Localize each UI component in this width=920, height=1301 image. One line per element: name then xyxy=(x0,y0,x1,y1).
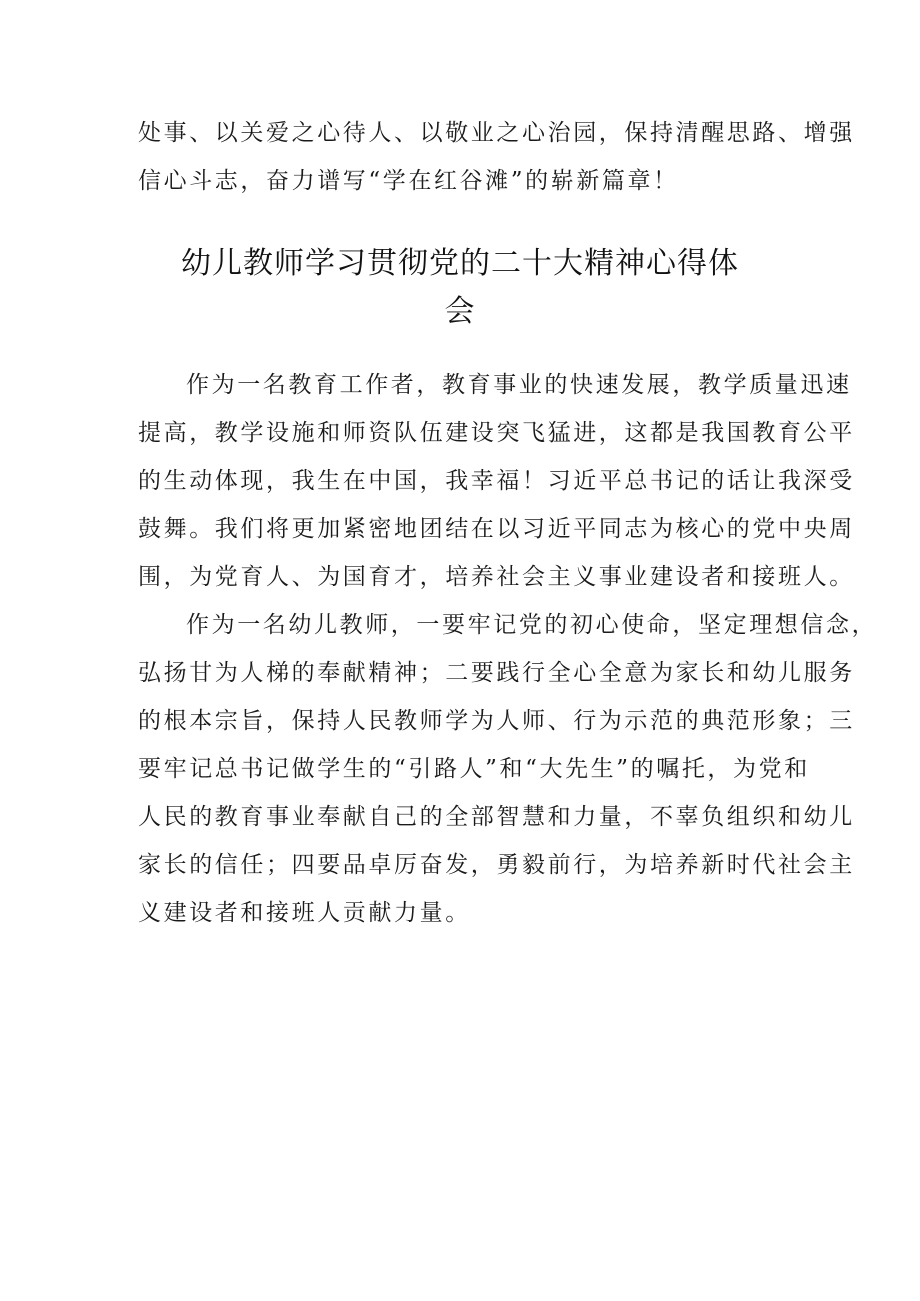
paragraph1-line-5: 围，为党育人、为国育才，培养社会主义事业建设者和接班人。 xyxy=(138,564,855,590)
paragraph2-line-6: 家长的信任；四要品卓厉奋发，勇毅前行，为培养新时代社会主 xyxy=(138,852,855,878)
paragraph2-line-4: 要牢记总书记做学生的“引路人”和“大先生”的嘱托，为党和 xyxy=(138,756,810,782)
paragraph2-line-7: 义建设者和接班人贡献力量。 xyxy=(138,900,471,926)
paragraph1-line-2: 提高，教学设施和师资队伍建设突飞猛进，这都是我国教育公平 xyxy=(138,420,855,446)
paragraph1-line-4: 鼓舞。我们将更加紧密地团结在以习近平同志为核心的党中央周 xyxy=(138,516,855,542)
document-title-line-2: 会 xyxy=(444,294,476,329)
paragraph2-line-5: 人民的教育事业奉献自己的全部智慧和力量，不辜负组织和幼儿 xyxy=(138,804,855,830)
paragraph2-line-2: 弘扬甘为人梯的奉献精神；二要践行全心全意为家长和幼儿服务 xyxy=(138,660,855,686)
paragraph1-line-3: 的生动体现，我生在中国，我幸福！习近平总书记的话让我深受 xyxy=(138,468,855,494)
document-title-line-1: 幼儿教师学习贯彻党的二十大精神心得体 xyxy=(181,246,739,281)
paragraph2-line-3: 的根本宗旨，保持人民教师学为人师、行为示范的典范形象；三 xyxy=(138,708,855,734)
intro-line-2: 信心斗志，奋力谱写“学在红谷滩”的崭新篇章！ xyxy=(138,168,679,194)
paragraph2-line-1: 作为一名幼儿教师，一要牢记党的初心使命，坚定理想信念， xyxy=(186,612,878,638)
paragraph1-line-1: 作为一名教育工作者，教育事业的快速发展，教学质量迅速 xyxy=(186,372,852,398)
intro-line-1: 处事、以关爱之心待人、以敬业之心治园，保持清醒思路、增强 xyxy=(138,120,855,146)
